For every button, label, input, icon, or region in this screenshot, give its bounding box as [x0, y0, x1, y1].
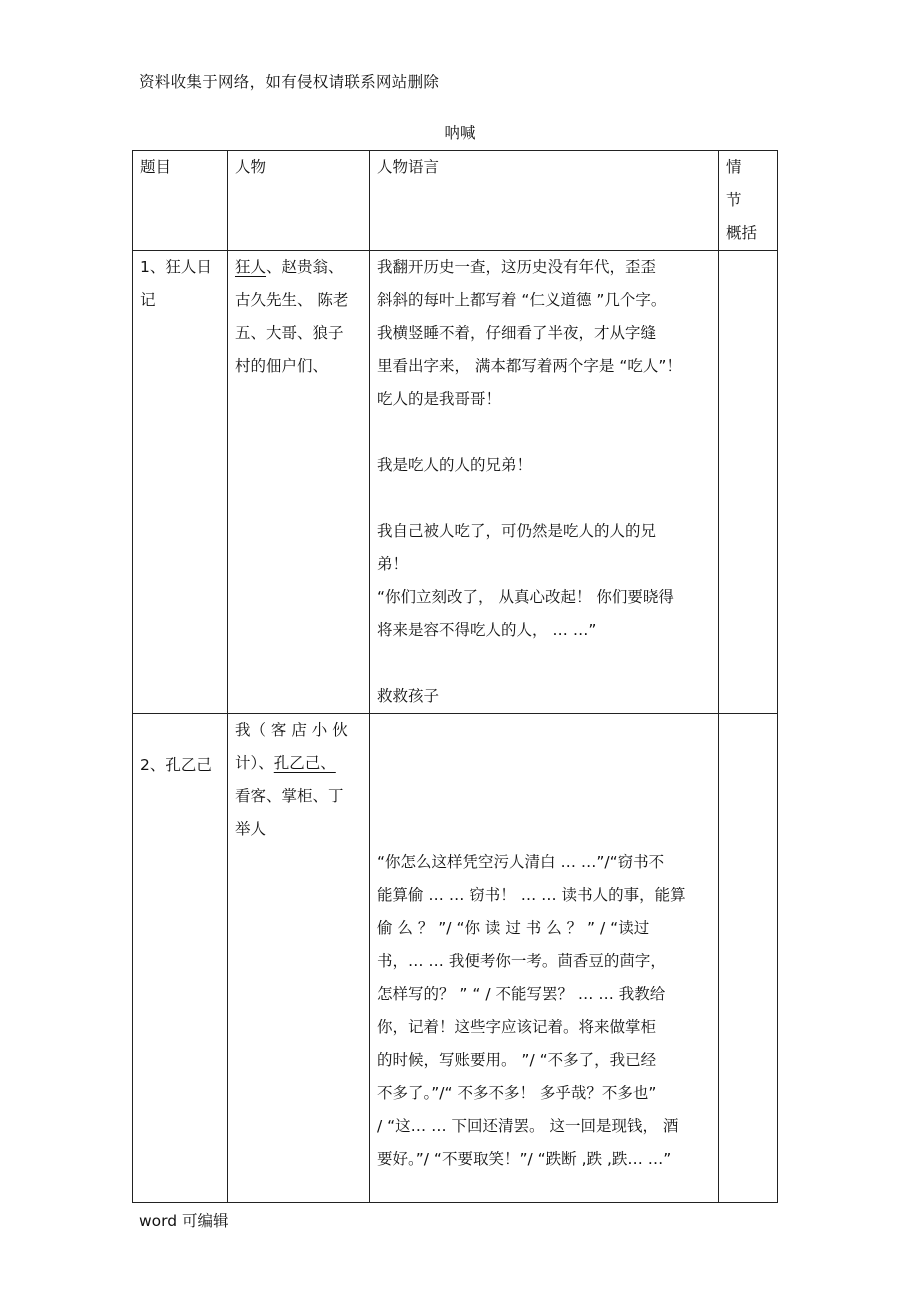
summary-cell [719, 714, 778, 1203]
header-speech: 人物语言 [370, 151, 719, 251]
main-character: 狂人 [235, 258, 267, 276]
table-header-row [133, 151, 778, 251]
speech-cell: 我翻开历史一查，这历史没有年代，歪歪 斜斜的每叶上都写着 “仁义道德 ”几个字。 我横竖睡不着，仔细看了半夜，才从字缝 里看出字来， 满本都写着两个字是 “吃人”！ 吃人的是我哥哥！ 我是吃人的人的兄弟！ 我自己被人吃了，可仍然是吃人的人的兄 弟！ “你们立刻改了， 从真心改起！ 你们要晓得 将来是容不得吃人的人， … …” 救救孩子 [370, 251, 719, 714]
header-summary: 情 节 概括 [719, 151, 778, 251]
story-table [132, 150, 778, 1203]
main-character: 孔乙己、 [273, 754, 336, 772]
document-title: 呐喊 [444, 124, 476, 142]
table-row [133, 714, 778, 1203]
speech-cell: “你怎么这样凭空污人清白 … …”/“窃书不 能算偷 … … 窃书！ … … 读书人的事，能算 偷 么 ？ ”/ “你 读 过 书 么 ？ ” / “读过 书，… … 我便考你一考。茴香豆的茴字， 怎样写的？ ” “ / 不能写罢？ … … 我教给 你，记着！这些字应该记着。将来做掌柜 的时候，写账要用。 ”/ “不多了，我已经 不多了。”/“ 不多不多！ 多乎哉？不多也” / “这… … 下回还清罢。 这一回是现钱， 酒 要好。”/ “不要取笑！”/ “跌断 ,跌 ,跌… …” [370, 714, 719, 1203]
footer-note: word 可编辑 [139, 1212, 229, 1230]
story-title-cell: 1、狂人日 记 [133, 251, 228, 714]
story-title-cell: 2、孔乙己 [133, 714, 228, 1203]
header-characters: 人物 [228, 151, 370, 251]
characters-cell: 狂人、赵贵翁、 古久先生、 陈老 五、大哥、狼子 村的佃户们、 [228, 251, 370, 714]
header-title: 题目 [133, 151, 228, 251]
summary-cell [719, 251, 778, 714]
table-row [133, 251, 778, 714]
characters-cell: 我（ 客 店 小 伙 计）、孔乙己、 看客、掌柜、丁 举人 [228, 714, 370, 1203]
header-note: 资料收集于网络，如有侵权请联系网站删除 [139, 73, 440, 91]
